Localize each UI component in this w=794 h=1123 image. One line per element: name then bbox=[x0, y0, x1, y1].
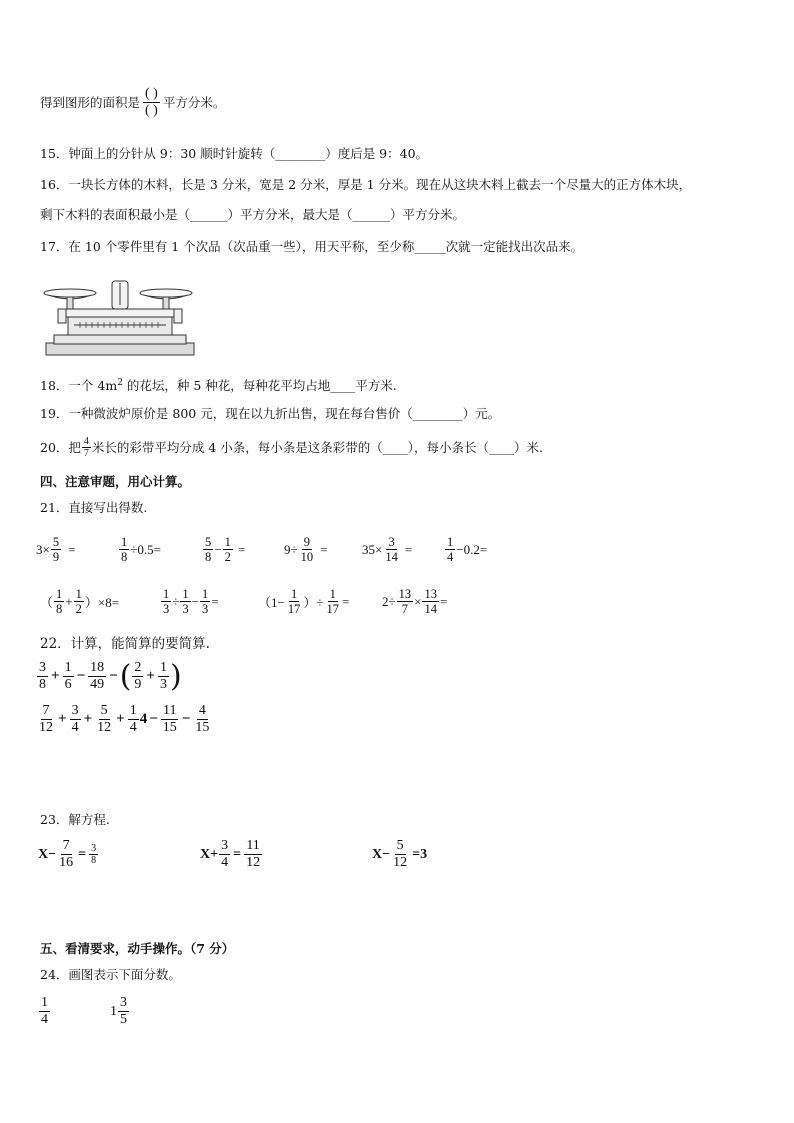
balance-scale-image bbox=[40, 275, 200, 357]
num: 1 bbox=[41, 995, 48, 1010]
q21-8-op1: ÷ bbox=[172, 593, 180, 609]
plus: + bbox=[116, 711, 125, 727]
den: 17 bbox=[326, 602, 339, 616]
q21-3-post: = bbox=[237, 541, 246, 557]
q21-10-pre: 2÷ bbox=[382, 593, 396, 609]
num: 1 bbox=[121, 535, 128, 549]
num: 13 bbox=[398, 587, 412, 601]
frac bbox=[39, 995, 50, 1028]
q21-item-9 bbox=[258, 587, 349, 616]
q21-9-pre: （1− bbox=[258, 595, 285, 610]
q21-item-2 bbox=[118, 535, 161, 564]
num: 13 bbox=[424, 587, 437, 601]
num: 3 bbox=[388, 535, 395, 549]
den: 5 bbox=[120, 1012, 127, 1027]
den: 15 bbox=[195, 720, 210, 735]
frac bbox=[37, 703, 55, 736]
q21-8-op2: − bbox=[191, 593, 199, 609]
q21-5-post: = bbox=[404, 541, 413, 557]
q20-fraction bbox=[82, 436, 91, 459]
q20-prefix: 20．把 bbox=[40, 439, 81, 455]
den: 14 bbox=[385, 550, 398, 564]
q23-text: 23．解方程. bbox=[40, 812, 110, 827]
frac bbox=[193, 703, 211, 736]
q24-text: 24．画图表示下面分数。 bbox=[40, 967, 181, 982]
q24-fraction-2 bbox=[110, 995, 130, 1028]
q21-3-frac-a bbox=[203, 535, 213, 564]
num: 11 bbox=[246, 838, 260, 853]
num: 1 bbox=[159, 660, 167, 675]
q21-3-op: − bbox=[214, 541, 222, 557]
q22-expression-2 bbox=[36, 703, 212, 736]
q20-num: 4 bbox=[83, 436, 89, 447]
whole-number: 4 bbox=[139, 711, 148, 727]
q14-fraction bbox=[143, 86, 160, 119]
plus: + bbox=[58, 711, 67, 727]
num: 3 bbox=[71, 703, 79, 718]
den: 8 bbox=[121, 550, 128, 564]
num: 3 bbox=[221, 838, 229, 853]
q23-equation-1 bbox=[38, 838, 99, 871]
num: 1 bbox=[75, 587, 82, 601]
den: 16 bbox=[59, 855, 74, 870]
q21-5-frac bbox=[383, 535, 400, 564]
num: 1 bbox=[64, 660, 72, 675]
q14-prefix: 得到图形的面积是 bbox=[40, 94, 141, 110]
q21-8-frac-b bbox=[180, 587, 190, 616]
num: 1 bbox=[129, 703, 137, 718]
q21-7-frac-a bbox=[54, 587, 64, 616]
q16-text-b: 剩下木料的表面积最小是（______）平方分米，最大是（______）平方分米。 bbox=[40, 207, 466, 222]
num: 7 bbox=[42, 703, 50, 718]
q21-8-post: = bbox=[211, 593, 219, 609]
q21-6-post: −0.2= bbox=[456, 541, 488, 557]
den: 4 bbox=[221, 855, 229, 870]
q21-item-7 bbox=[40, 587, 119, 616]
q21-item-1 bbox=[36, 535, 75, 564]
minus: − bbox=[109, 668, 118, 684]
q21-item-10 bbox=[382, 587, 447, 616]
q16-text-a: 16．一块长方体的木料，长是 3 分米，宽是 2 分米，厚是 1 分米。现在从这块木料上截去一个尽量大的正方体木块， bbox=[40, 177, 692, 192]
q21-text: 21．直接写出得数. bbox=[40, 500, 148, 515]
q21-9-frac-a bbox=[286, 587, 303, 616]
q14-num: ( ) bbox=[145, 86, 158, 101]
eq-lhs: X− bbox=[38, 846, 57, 862]
num: 1 bbox=[447, 535, 454, 549]
close-paren: ) bbox=[169, 658, 182, 694]
q22-expression-1 bbox=[36, 660, 182, 693]
den: 2 bbox=[75, 602, 82, 616]
den: 9 bbox=[52, 550, 60, 564]
q21-7-op: + bbox=[65, 593, 73, 609]
den: 3 bbox=[159, 677, 167, 692]
minus: − bbox=[181, 711, 191, 727]
num: 1 bbox=[182, 587, 189, 601]
frac bbox=[219, 838, 230, 871]
num: 11 bbox=[163, 703, 177, 718]
q14-den: ( ) bbox=[145, 103, 158, 118]
q20-rest: 米长的彩带平均分成 4 小条，每小条是这条彩带的（____），每小条长（____）米. bbox=[91, 439, 544, 455]
q21-9-op: ）÷ bbox=[303, 595, 324, 610]
q20-den: 7 bbox=[83, 448, 89, 459]
num: 1 bbox=[290, 587, 298, 601]
q21-4-pre: 9÷ bbox=[284, 541, 298, 557]
q18-prefix: 18．一个 4m bbox=[40, 378, 118, 394]
den: 4 bbox=[71, 720, 79, 735]
q21-3-frac-b bbox=[223, 535, 233, 564]
den: 8 bbox=[205, 550, 212, 564]
frac bbox=[132, 660, 143, 693]
q21-10-frac-a bbox=[397, 587, 414, 616]
q21-1-frac bbox=[51, 535, 61, 564]
num: 1 bbox=[329, 587, 336, 601]
num: 1 bbox=[56, 587, 63, 601]
q21-item-4 bbox=[284, 535, 327, 564]
q21-1-pre: 3× bbox=[36, 541, 50, 557]
num: 5 bbox=[52, 535, 60, 549]
q21-8-frac-c bbox=[200, 587, 210, 616]
plus: + bbox=[146, 668, 155, 684]
den: 49 bbox=[90, 677, 105, 692]
num: 3 bbox=[91, 843, 97, 854]
den: 6 bbox=[64, 677, 72, 692]
q21-item-6 bbox=[444, 535, 487, 564]
den: 15 bbox=[162, 720, 177, 735]
q21-2-frac bbox=[119, 535, 129, 564]
q18-sup: 2 bbox=[117, 378, 123, 388]
num: 2 bbox=[134, 660, 142, 675]
frac bbox=[70, 703, 81, 736]
den: 3 bbox=[201, 602, 209, 616]
eq-rhs: =3 bbox=[412, 846, 428, 862]
q18-text bbox=[40, 375, 397, 394]
eq-sign: = bbox=[233, 846, 242, 862]
frac bbox=[63, 660, 74, 693]
frac bbox=[89, 843, 98, 866]
q21-8-frac-a bbox=[161, 587, 171, 616]
open-paren: ( bbox=[119, 658, 132, 694]
num: 18 bbox=[90, 660, 105, 675]
q21-6-frac bbox=[445, 535, 455, 564]
num: 3 bbox=[39, 660, 46, 675]
q21-item-8 bbox=[160, 587, 219, 616]
q14-suffix: 平方分米。 bbox=[162, 94, 226, 110]
den: 12 bbox=[97, 720, 112, 735]
q17-text: 17．在 10 个零件里有 1 个次品（次品重一些），用天平称，至少称_____次就一定能找出次品来。 bbox=[40, 239, 584, 254]
q18-suffix: 的花坛，种 5 种花，每种花平均占地____平方米. bbox=[122, 378, 397, 394]
den: 4 bbox=[41, 1012, 48, 1027]
q21-5-pre: 35× bbox=[362, 541, 383, 557]
frac bbox=[57, 838, 75, 871]
q21-9-frac-b bbox=[324, 587, 341, 616]
q23-equation-3 bbox=[372, 838, 427, 871]
minus: − bbox=[149, 711, 158, 727]
q21-4-frac bbox=[299, 535, 316, 564]
q14-tail bbox=[40, 86, 225, 119]
frac bbox=[88, 660, 106, 693]
num: 1 bbox=[201, 587, 209, 601]
num: 1 bbox=[163, 587, 170, 601]
q21-10-frac-b bbox=[422, 587, 439, 616]
q21-2-post: ÷0.5= bbox=[130, 541, 161, 557]
den: 3 bbox=[182, 602, 189, 616]
den: 8 bbox=[39, 677, 46, 692]
q21-7-pre: （ bbox=[40, 595, 54, 610]
eq-sign: = bbox=[78, 846, 87, 862]
q21-item-3 bbox=[202, 535, 245, 564]
q21-4-post: = bbox=[320, 541, 328, 557]
q21-item-5 bbox=[362, 535, 412, 564]
q23-equation-2 bbox=[200, 838, 263, 871]
q22-text: 22．计算，能简算的要简算. bbox=[40, 636, 210, 652]
den: 4 bbox=[129, 720, 137, 735]
den: 14 bbox=[424, 602, 437, 616]
q24-fraction-1 bbox=[38, 995, 51, 1028]
q15-text: 15．钟面上的分针从 9：30 顺时针旋转（________）度后是 9：40。 bbox=[40, 146, 429, 161]
q21-10-post: = bbox=[439, 593, 448, 609]
num: 9 bbox=[303, 535, 311, 549]
num: 3 bbox=[120, 995, 127, 1010]
q20-text bbox=[40, 436, 543, 459]
num: 1 bbox=[224, 535, 231, 549]
frac bbox=[128, 703, 139, 736]
num: 5 bbox=[205, 535, 212, 549]
frac bbox=[37, 660, 48, 693]
den: 2 bbox=[224, 550, 231, 564]
plus: + bbox=[51, 668, 60, 684]
eq-lhs: X+ bbox=[200, 846, 219, 862]
frac bbox=[391, 838, 409, 871]
q21-7-frac-b bbox=[74, 587, 84, 616]
minus: − bbox=[76, 668, 86, 684]
q21-1-post: = bbox=[68, 541, 76, 557]
q21-7-post: ）×8= bbox=[84, 595, 120, 610]
den: 12 bbox=[246, 855, 261, 870]
q21-10-op: × bbox=[414, 593, 422, 609]
plus: + bbox=[83, 711, 93, 727]
den: 10 bbox=[300, 550, 314, 564]
frac bbox=[158, 660, 169, 693]
num: 7 bbox=[62, 838, 70, 853]
num: 5 bbox=[100, 703, 108, 718]
den: 3 bbox=[163, 602, 170, 616]
num: 4 bbox=[198, 703, 206, 718]
eq-lhs: X− bbox=[372, 846, 391, 862]
den: 12 bbox=[393, 855, 408, 870]
frac bbox=[95, 703, 113, 736]
den: 12 bbox=[39, 720, 53, 735]
den: 9 bbox=[134, 677, 142, 692]
num: 5 bbox=[396, 838, 404, 853]
den: 8 bbox=[91, 855, 97, 866]
den: 8 bbox=[56, 602, 63, 616]
den: 4 bbox=[447, 550, 454, 564]
frac bbox=[244, 838, 262, 871]
q21-9-post: = bbox=[341, 593, 350, 609]
den: 17 bbox=[287, 602, 301, 616]
frac bbox=[118, 995, 129, 1028]
den: 7 bbox=[401, 602, 409, 616]
whole-number: 1 bbox=[110, 1003, 117, 1019]
q19-text: 19．一种微波炉原价是 800 元，现在以九折出售，现在每台售价（________）元。 bbox=[40, 406, 501, 421]
section-5-heading: 五、看清要求，动手操作。（7 分） bbox=[40, 941, 235, 956]
section-4-heading: 四、注意审题，用心计算。 bbox=[40, 474, 191, 489]
frac bbox=[161, 703, 179, 736]
